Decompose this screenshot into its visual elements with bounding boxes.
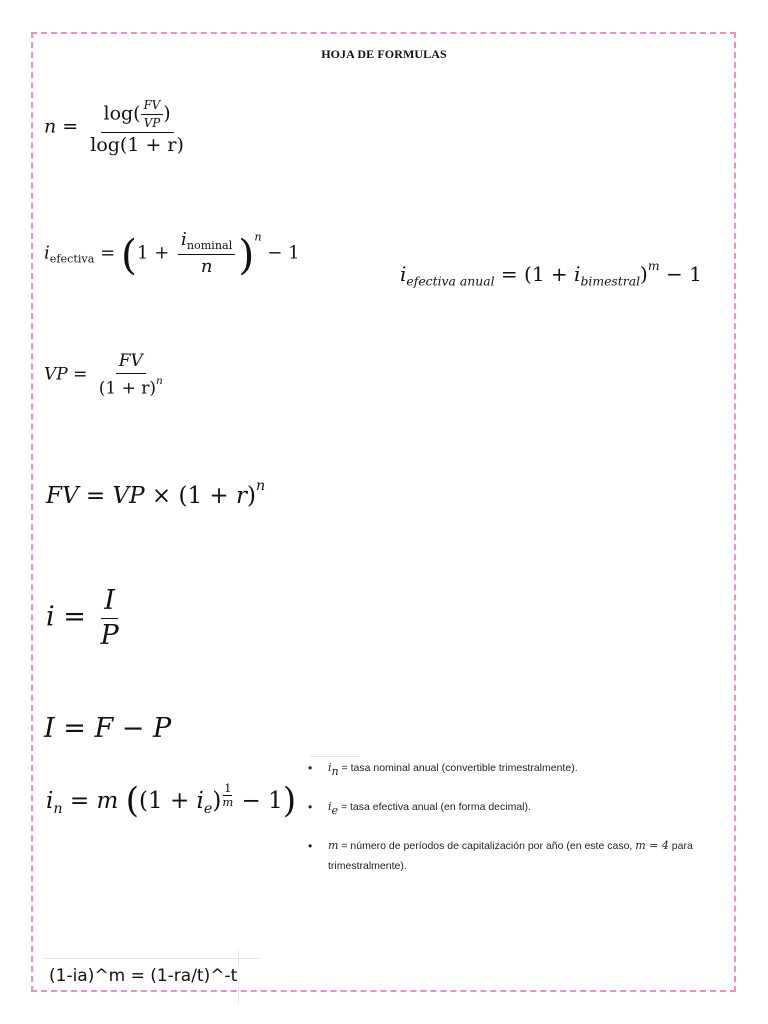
formula-interest: I = F − P <box>44 713 172 744</box>
legend-item: • in = tasa nominal anual (convertible trimestralmente). <box>304 758 724 782</box>
formula-effective-rate: $i_{efectiva} = (1$ + $\frac{i_{nominal}}{n}$ )$^n$ − 1 <box>44 229 300 279</box>
formula-future-value: FV = VP × $(1 + r)^n$ <box>46 478 266 509</box>
document-title: HOJA DE FORMULAS <box>321 47 447 61</box>
legend-item: • ie = tasa efectiva anual (en forma decimal). <box>304 797 724 821</box>
formula-annual-effective-rate: $i_{efectiva anual} = (1 + i_{bimestral})^m - 1$ <box>400 258 702 289</box>
divider <box>310 756 360 757</box>
formula-interest-rate: i = $\frac{I}{P}$ <box>46 585 119 651</box>
legend-item: • m = número de períodos de capitalización por año (en este caso, m = 4 para trimestralmente). <box>304 836 724 876</box>
plain-text-equation: (1-ia)^m = (1-ra/t)^-t <box>49 966 238 986</box>
formula-present-value: VP = $\frac{FV}{(1 + r)^n}$ <box>44 351 163 399</box>
formula-periods: n = log( $\frac{FV}{VP}$ ) log(1 + r) <box>44 98 184 156</box>
divider <box>45 958 260 959</box>
formula-nominal-rate: $i_n = m$ ($(1 + i_e)$ $\frac{1}{m}$ − 1) <box>46 781 297 822</box>
variable-legend <box>304 758 724 891</box>
